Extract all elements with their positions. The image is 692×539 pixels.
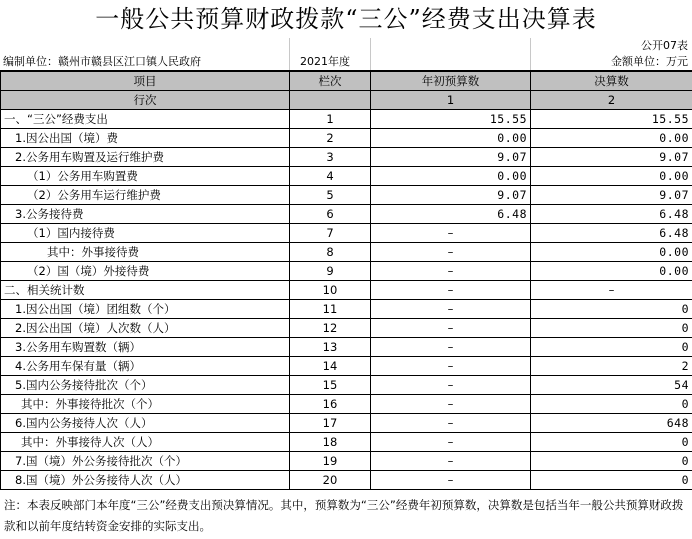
row-final: 9.07	[531, 186, 692, 205]
table-row	[1, 281, 692, 300]
footnote: 注：本表反映部门本年度“三公”经费支出预决算情况。其中，预算数为“三公”经费年初预算数，决算数是包括当年一般公共预算财政拨款和以前年度结转资金安排的实际支出。	[4, 498, 684, 533]
row-item-name: 2.公务用车购置及运行维护费	[1, 148, 290, 167]
row-item-name: （1）国内接待费	[1, 224, 290, 243]
row-seq: 16	[290, 395, 371, 414]
row-item-name: （2）国（境）外接待费	[1, 262, 290, 281]
row-seq: 18	[290, 433, 371, 452]
row-budget: –	[371, 357, 531, 376]
row-item-name: 其中：外事接待人次（人）	[1, 433, 290, 452]
table-row	[1, 338, 692, 357]
row-final: 0	[531, 319, 692, 338]
row-final: 2	[531, 357, 692, 376]
table-row	[1, 224, 692, 243]
table-row	[1, 414, 692, 433]
form-code: 公开07表	[641, 39, 688, 52]
report-title: 一般公共预算财政拨款“三公”经费支出决算表	[95, 5, 597, 33]
row-item-name: 一、“三公”经费支出	[1, 110, 290, 129]
row-budget: 15.55	[371, 110, 531, 129]
row-budget: –	[371, 224, 531, 243]
row-item-name: 4.公务用车保有量（辆）	[1, 357, 290, 376]
table-row	[1, 452, 692, 471]
row-seq: 5	[290, 186, 371, 205]
row-seq: 3	[290, 148, 371, 167]
row-budget: –	[371, 338, 531, 357]
table-row	[1, 129, 692, 148]
row-final: 648	[531, 414, 692, 433]
row-final: 0	[531, 452, 692, 471]
row-budget: –	[371, 319, 531, 338]
row-seq: 15	[290, 376, 371, 395]
row-budget: –	[371, 243, 531, 262]
row-final: 0.00	[531, 243, 692, 262]
row-budget: 6.48	[371, 205, 531, 224]
header-col-no: 栏次	[290, 72, 371, 91]
row-seq: 6	[290, 205, 371, 224]
row-budget: –	[371, 376, 531, 395]
row-final: 0	[531, 471, 692, 490]
row-item-name: 3.公务接待费	[1, 205, 290, 224]
row-budget: –	[371, 433, 531, 452]
row-seq: 12	[290, 319, 371, 338]
row-final: 0.00	[531, 129, 692, 148]
unit-line	[0, 54, 692, 71]
row-budget: –	[371, 262, 531, 281]
table-row	[1, 262, 692, 281]
expense-table	[0, 71, 692, 490]
row-item-name: （1）公务用车购置费	[1, 167, 290, 186]
row-item-name: 5.国内公务接待批次（个）	[1, 376, 290, 395]
row-budget: –	[371, 395, 531, 414]
row-budget: –	[371, 452, 531, 471]
table-row	[1, 357, 692, 376]
header-blank	[290, 91, 371, 110]
row-item-name: 其中：外事接待批次（个）	[1, 395, 290, 414]
header-item: 项目	[1, 72, 290, 91]
row-final: –	[531, 281, 692, 300]
row-final: 0	[531, 433, 692, 452]
row-final: 6.48	[531, 224, 692, 243]
header-index-row	[1, 91, 692, 110]
row-seq: 4	[290, 167, 371, 186]
row-final: 9.07	[531, 148, 692, 167]
row-final: 6.48	[531, 205, 692, 224]
header-final-index: 2	[531, 91, 692, 110]
row-final: 0.00	[531, 167, 692, 186]
header-budget-index: 1	[371, 91, 531, 110]
reporting-unit: 编制单位：赣州市赣县区江口镇人民政府	[3, 55, 201, 68]
table-row	[1, 300, 692, 319]
row-seq: 20	[290, 471, 371, 490]
row-item-name: 1.因公出国（境）团组数（个）	[1, 300, 290, 319]
header-row	[1, 72, 692, 91]
row-final: 54	[531, 376, 692, 395]
row-seq: 17	[290, 414, 371, 433]
row-item-name: 其中：外事接待费	[1, 243, 290, 262]
row-seq: 10	[290, 281, 371, 300]
row-seq: 13	[290, 338, 371, 357]
row-final: 0	[531, 300, 692, 319]
row-budget: 0.00	[371, 167, 531, 186]
row-final: 0	[531, 395, 692, 414]
row-seq: 19	[290, 452, 371, 471]
row-final: 15.55	[531, 110, 692, 129]
row-seq: 9	[290, 262, 371, 281]
row-budget: –	[371, 281, 531, 300]
row-item-name: 3.公务用车购置数（辆）	[1, 338, 290, 357]
row-item-name: 1.因公出国（境）费	[1, 129, 290, 148]
row-item-name: 8.国（境）外公务接待人次（人）	[1, 471, 290, 490]
row-budget: –	[371, 414, 531, 433]
row-seq: 1	[290, 110, 371, 129]
money-unit: 金额单位：万元	[611, 55, 688, 68]
row-item-name: 2.因公出国（境）人次数（人）	[1, 319, 290, 338]
table-row	[1, 186, 692, 205]
row-seq: 2	[290, 129, 371, 148]
row-final: 0	[531, 338, 692, 357]
table-row	[1, 395, 692, 414]
row-seq: 8	[290, 243, 371, 262]
row-budget: –	[371, 300, 531, 319]
row-budget: 9.07	[371, 148, 531, 167]
table-row	[1, 243, 692, 262]
row-budget: –	[371, 471, 531, 490]
row-final: 0.00	[531, 262, 692, 281]
header-final: 决算数	[531, 72, 692, 91]
row-budget: 9.07	[371, 186, 531, 205]
row-item-name: （2）公务用车运行维护费	[1, 186, 290, 205]
table-row	[1, 167, 692, 186]
header-budget: 年初预算数	[371, 72, 531, 91]
table-row	[1, 205, 692, 224]
table-row	[1, 319, 692, 338]
row-item-name: 7.国（境）外公务接待批次（个）	[1, 452, 290, 471]
row-budget: 0.00	[371, 129, 531, 148]
row-seq: 14	[290, 357, 371, 376]
table-row	[1, 433, 692, 452]
row-item-name: 6.国内公务接待人次（人）	[1, 414, 290, 433]
header-row-label: 行次	[1, 91, 290, 110]
table-row	[1, 148, 692, 167]
fiscal-year: 2021年度	[300, 55, 350, 68]
row-seq: 7	[290, 224, 371, 243]
row-item-name: 二、相关统计数	[1, 281, 290, 300]
table-row	[1, 471, 692, 490]
table-row	[1, 110, 692, 129]
table-row	[1, 376, 692, 395]
row-seq: 11	[290, 300, 371, 319]
